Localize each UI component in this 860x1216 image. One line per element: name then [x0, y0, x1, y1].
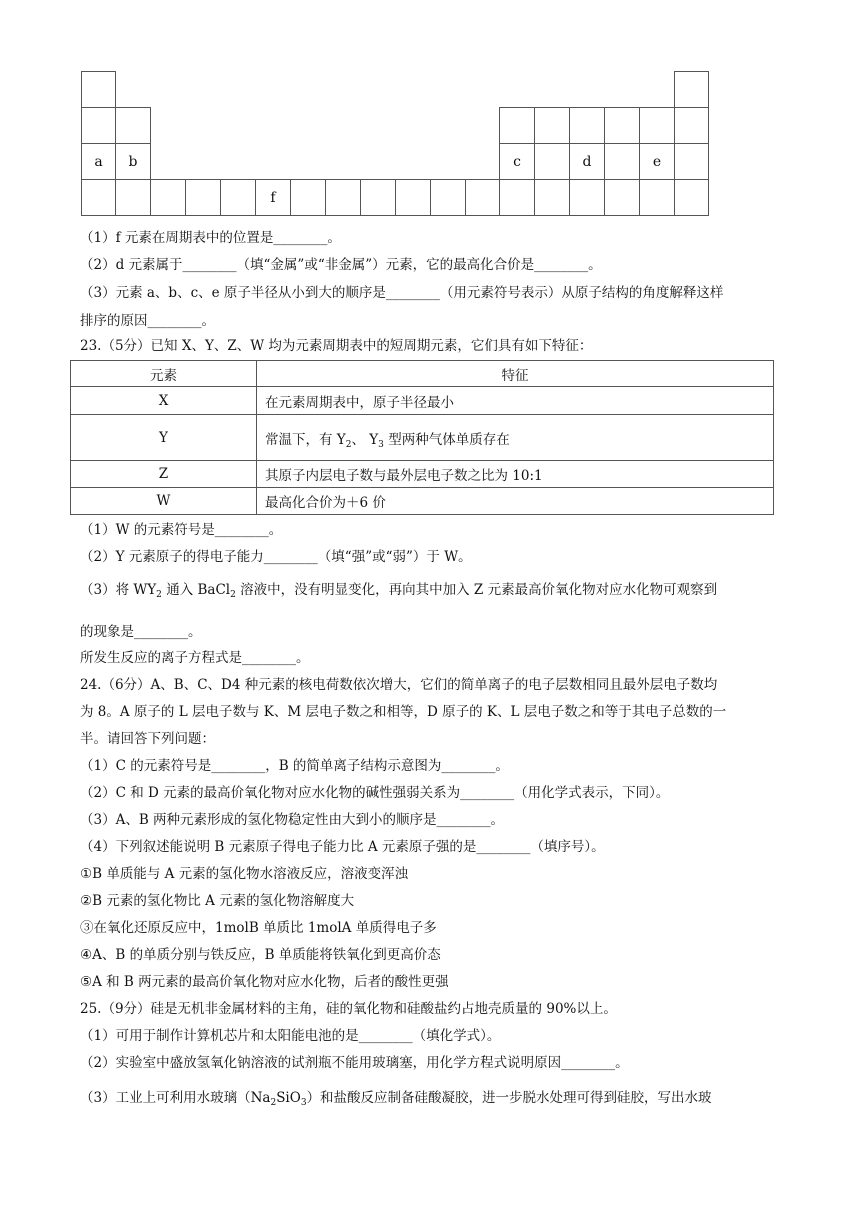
table-cell: [115, 179, 151, 216]
text-run: （3）工业上可利用水玻璃（Na: [80, 1090, 271, 1106]
element-feature: 在元素周期表中，原子半径最小: [257, 387, 774, 415]
table-cell: [639, 107, 675, 144]
q22-part1: （1）f 元素在周期表中的位置是________。: [80, 230, 341, 246]
element-symbol: W: [71, 488, 257, 515]
feature-text: 、 Y: [351, 431, 379, 448]
table-row: [71, 488, 774, 515]
element-cell-f: [255, 179, 291, 216]
q24-option-1: ①B 单质能与 A 元素的氢化物水溶液反应，溶液变浑浊: [80, 866, 409, 882]
q24-option-3: ③在氧化还原反应中，1molB 单质比 1molA 单质得电子多: [80, 920, 437, 936]
table-cell: [81, 179, 116, 216]
element-label: f: [270, 189, 276, 206]
table-cell: [674, 179, 709, 216]
table-cell: [569, 107, 605, 144]
q24-part2: （2）C 和 D 元素的最高价氧化物对应水化物的碱性强弱关系为________（用化学式表示，下同）。: [80, 785, 670, 801]
q23-feature-table: [70, 360, 774, 515]
q24-option-5: ⑤A 和 B 两元素的最高价氧化物对应水化物，后者的酸性更强: [80, 974, 449, 990]
q25-part2: （2）实验室中盛放氢氧化钠溶液的试剂瓶不能用玻璃塞，用化学方程式说明原因________。: [80, 1055, 629, 1071]
feature-text: 常温下，有 Y: [265, 431, 346, 448]
table-cell: [534, 107, 570, 144]
table-cell: [674, 107, 709, 144]
table-cell: [150, 179, 186, 216]
table-cell: [81, 71, 116, 108]
q24-part4: （4）下列叙述能说明 B 元素原子得电子能力比 A 元素原子强的是________（填序号）。: [80, 839, 605, 855]
table-cell: [325, 179, 361, 216]
q24-part3: （3）A、B 两种元素形成的氢化物稳定性由大到小的顺序是________。: [80, 812, 505, 828]
table-cell: [499, 179, 535, 216]
q23-part3-cont: 的现象是________。: [80, 624, 202, 640]
subscript: 2: [270, 1098, 277, 1108]
element-symbol: Y: [71, 415, 257, 461]
q25-part3: [80, 1088, 712, 1108]
table-cell: [185, 179, 221, 216]
feature-text: 型两种气体单质存在: [383, 431, 510, 448]
q24-stem-line3: 半。请回答下列问题：: [80, 731, 215, 747]
element-feature: [257, 415, 774, 461]
subscript: 2: [230, 590, 236, 600]
subscript: 2: [345, 439, 352, 450]
table-cell: [395, 179, 431, 216]
table-cell: [220, 179, 256, 216]
element-cell-c: [499, 143, 535, 180]
text-run: SiO: [276, 1090, 301, 1106]
element-symbol: X: [71, 387, 257, 415]
table-cell: [534, 143, 570, 180]
table-cell: [290, 179, 326, 216]
subscript: 2: [156, 590, 162, 600]
q24-stem-line1: 24.（6分）A、B、C、D4 种元素的核电荷数依次增大，它们的简单离子的电子层数相同且最外层电子数均: [80, 677, 718, 693]
element-cell-e: [639, 143, 675, 180]
q24-part1: （1）C 的元素符号是________，B 的简单离子结构示意图为________。: [80, 758, 509, 774]
text-run: 通入 BaCl: [161, 582, 231, 598]
table-cell: [499, 107, 535, 144]
table-cell: [604, 107, 640, 144]
table-cell: [569, 179, 605, 216]
table-cell: [534, 179, 570, 216]
element-label: e: [652, 153, 662, 170]
subscript: 3: [378, 439, 384, 450]
q23-part2: （2）Y 元素原子的得电子能力________（填“强”或“弱”）于 W。: [80, 549, 472, 565]
table-header: 元素: [71, 361, 257, 387]
q22-part2: （2）d 元素属于________（填“金属”或“非金属”）元素，它的最高化合价是________。: [80, 257, 602, 273]
q25-title: 25.（9分）硅是无机非金属材料的主角，硅的氧化物和硅酸盐约占地壳质量的 90%以上。: [80, 1001, 617, 1017]
q22-part3: （3）元素 a、b、c、e 原子半径从小到大的顺序是________（用元素符号表示）从原子结构的角度解释这样: [80, 285, 724, 301]
table-cell: [674, 143, 709, 180]
q23-part1: （1）W 的元素符号是________。: [80, 522, 283, 538]
text-run: ）和盐酸反应制备硅酸凝胶，进一步脱水处理可得到硅胶，写出水玻: [306, 1090, 712, 1106]
q24-option-2: ②B 元素的氢化物比 A 元素的氢化物溶解度大: [80, 893, 355, 909]
q23-title: 23.（5分）已知 X、Y、Z、W 均为元素周期表中的短周期元素，它们具有如下特征：: [80, 338, 593, 354]
table-row: [71, 461, 774, 488]
q25-part1: （1）可用于制作计算机芯片和太阳能电池的是________（填化学式）。: [80, 1028, 501, 1044]
table-cell: [360, 179, 396, 216]
element-feature: 其原子内层电子数与最外层电子数之比为 10:1: [257, 461, 774, 488]
q24-option-4: ④A、B 的单质分别与铁反应，B 单质能将铁氧化到更高价态: [80, 947, 441, 963]
element-label: c: [513, 153, 521, 170]
table-row: [71, 415, 774, 461]
element-label: a: [94, 153, 103, 170]
table-row: [71, 387, 774, 415]
table-header-row: [71, 361, 774, 387]
q22-part3-cont: 排序的原因________。: [80, 313, 215, 329]
text-run: 溶液中，没有明显变化，再向其中加入 Z 元素最高价氧化物对应水化物可观察到: [235, 582, 718, 598]
subscript: 3: [300, 1098, 307, 1108]
table-cell: [115, 107, 151, 144]
element-cell-a: [81, 143, 116, 180]
table-cell: [604, 143, 640, 180]
element-cell-d: [569, 143, 605, 180]
table-cell: [604, 179, 640, 216]
table-header: 特征: [257, 361, 774, 387]
table-cell: [430, 179, 466, 216]
table-cell: [639, 179, 675, 216]
element-symbol: Z: [71, 461, 257, 488]
periodic-table: [81, 71, 709, 215]
element-cell-b: [115, 143, 151, 180]
element-label: d: [582, 153, 592, 170]
table-cell: [674, 71, 709, 108]
q23-part4: 所发生反应的离子方程式是________。: [80, 650, 310, 666]
q23-part3: [80, 580, 717, 600]
table-cell: [465, 179, 501, 216]
text-run: （3）将 WY: [80, 582, 157, 598]
table-cell: [81, 107, 116, 144]
element-label: b: [128, 153, 138, 170]
element-feature: 最高化合价为＋6 价: [257, 488, 774, 515]
q24-stem-line2: 为 8。A 原子的 L 层电子数与 K、M 层电子数之和相等，D 原子的 K、L 层电子数之和等于其电子总数的一: [80, 704, 727, 720]
